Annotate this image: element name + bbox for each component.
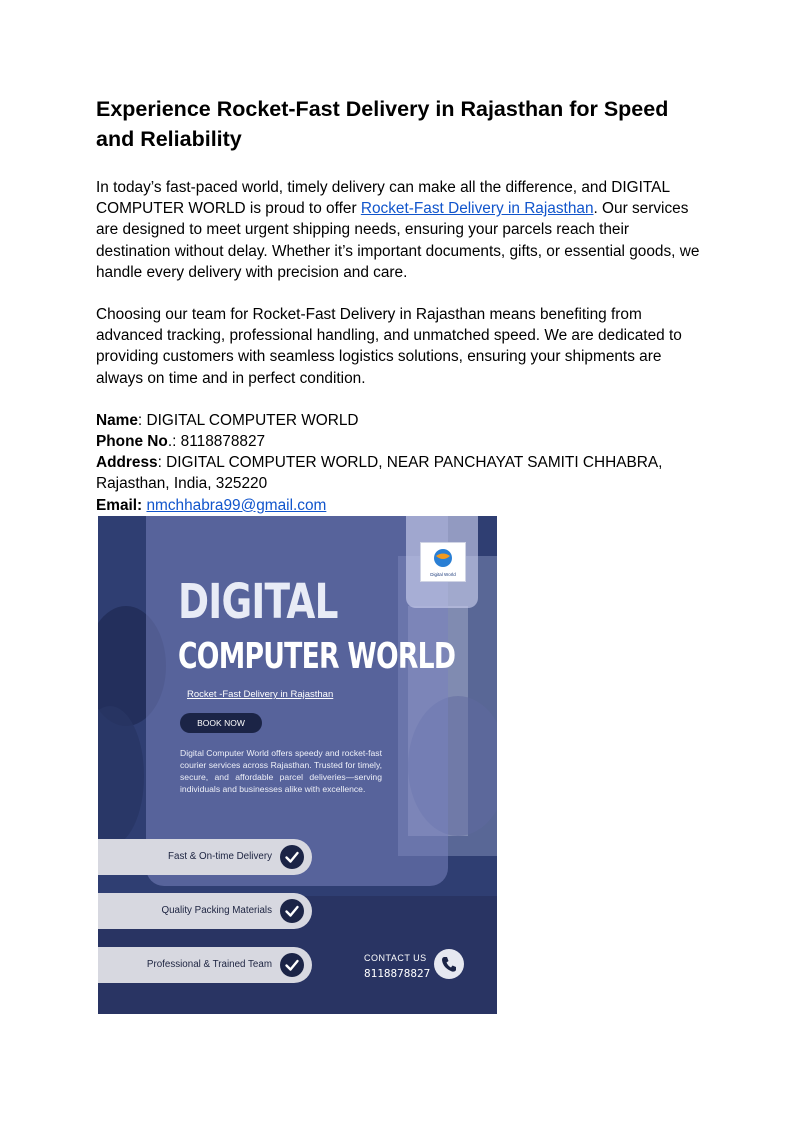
flyer-subtitle-link: Rocket -Fast Delivery in Rajasthan [187,689,334,700]
checkmark-icon [280,845,304,869]
name-value: : DIGITAL COMPUTER WORLD [137,411,359,429]
checkmark-icon [280,899,304,923]
feature-label: Professional & Trained Team [146,959,272,970]
email-link[interactable]: nmchhabra99@gmail.com [146,496,327,514]
phone-icon [434,949,464,979]
address-label: Address [96,454,158,472]
feature-pill-packing [98,893,312,929]
logo-tab [406,516,478,608]
contact-us-phone: 8118878827 [364,967,431,980]
promo-flyer-image [98,516,497,1014]
document-body [96,94,700,516]
page-title: Experience Rocket-Fast Delivery in Rajasthan for Speed and Reliability [96,97,669,151]
benefits-paragraph: Choosing our team for Rocket-Fast Delivery in Rajasthan means benefiting from advanced tracking, professional handling, and unmatched speed. We are dedicated to providing customers with seamless logistics solutions, ensuring your shipments are always on time and in perfect condition. [96,306,682,387]
flyer-description: Digital Computer World offers speedy and rocket-fast courier services across Rajasthan. Trusted for timely, secure, and affordable parcel deliveries—serving individuals and businesses alike with excellence. [180,748,382,794]
flyer-contact [364,953,430,980]
globe-logo-icon [421,543,465,581]
contact-address [96,452,700,494]
flyer-headline-computer-world: COMPUTER WORLD [178,636,456,677]
checkmark-icon [280,953,304,977]
contact-email [96,495,700,516]
flyer-content-panel [146,516,448,886]
company-logo [420,542,466,582]
phone-value: .: 8118878827 [167,433,266,451]
contact-name [96,410,700,431]
contact-details [96,410,700,516]
contact-phone [96,431,700,452]
intro-text-start: In today’s fast-paced world, timely delivery can make all the difference, and DIGITAL COMPUTER WORLD is proud to offer [96,179,670,218]
rocket-delivery-link[interactable]: Rocket-Fast Delivery in Rajasthan [360,200,594,218]
address-value: : DIGITAL COMPUTER WORLD, NEAR PANCHAYAT SAMITI CHHABRA, Rajasthan, India, 325220 [96,454,663,493]
name-label: Name [96,411,138,429]
book-now-button: BOOK NOW [180,713,262,733]
flyer-headline-digital: DIGITAL [178,574,338,630]
feature-label: Fast & On-time Delivery [168,851,272,862]
feature-label: Quality Packing Materials [161,905,272,916]
logo-text: Digital World [430,572,456,577]
email-label: Email: [96,496,143,514]
intro-paragraph [96,177,700,283]
intro-text-end: . Our services are designed to meet urgent shipping needs, ensuring your parcels reach their destination without delay. Whether it’s important documents, gifts, or essential goods, we handle every delivery with precision and care. [96,200,700,281]
feature-pill-fast-delivery [98,839,312,875]
phone-label: Phone No [96,433,168,451]
contact-us-label: CONTACT US [364,953,427,963]
feature-pill-team [98,947,312,983]
